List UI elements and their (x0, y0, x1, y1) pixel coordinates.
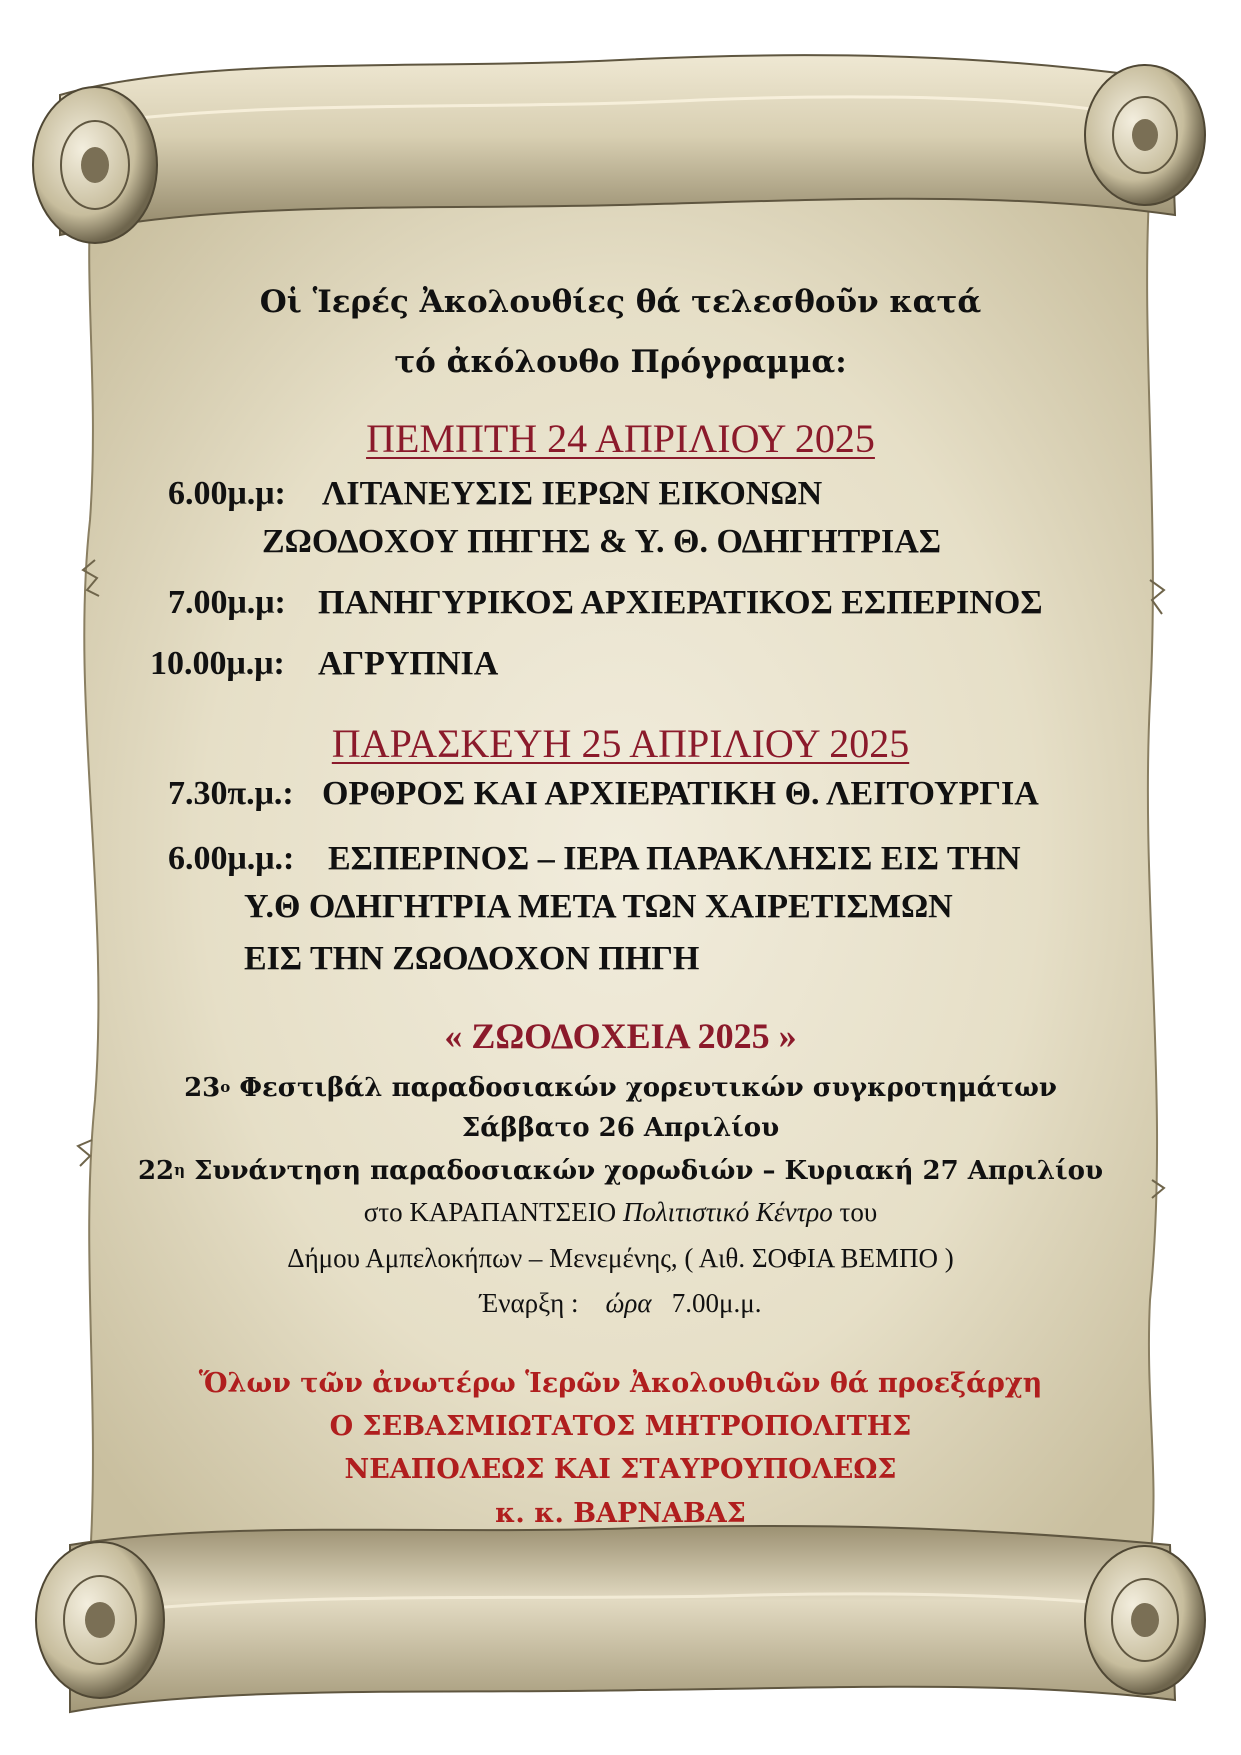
event-description: ΕΣΠΕΡΙΝΟΣ – ΙΕΡΑ ΠΑΡΑΚΛΗΣΙΣ ΕΙΣ ΤΗΝ (328, 840, 1021, 877)
day-heading-friday: ΠΑΡΑΣΚΕΥΗ 25 ΑΠΡΙΛΙΟΥ 2025 (331, 721, 910, 766)
festival-line-3 (0, 1156, 1241, 1186)
choir-meeting-text: Συνάντηση παραδοσιακών χορωδιών – Κυριακή 27 Απριλίου (185, 1156, 1104, 1186)
event-time: 10.00μ.μ: (150, 645, 285, 682)
event-description: Υ.Θ ΟΔΗΓΗΤΡΙΑ ΜΕΤΑ ΤΩΝ ΧΑΙΡΕΤΙΣΜΩΝ (244, 888, 953, 925)
venue-line-1 (0, 1197, 1241, 1228)
day-heading-thursday: ΠΕΜΠΤΗ 24 ΑΠΡΙΛΙΟΥ 2025 (366, 416, 875, 461)
start-hour-label: ώρα (605, 1288, 652, 1318)
event-description: ΠΑΝΗΓΥΡΙΚΟΣ ΑΡΧΙΕΡΑΤΙΚΟΣ ΕΣΠΕΡΙΝΟΣ (318, 584, 1043, 621)
event-description: ΟΡΘΡΟΣ ΚΑΙ ΑΡΧΙΕΡΑΤΙΚΗ Θ. ΛΕΙΤΟΥΡΓΙΑ (322, 775, 1039, 812)
venue-line-2: Δήμου Αμπελοκήπων – Μενεμένης, ( Αιθ. ΣΟΦΙΑ ΒΕΜΠΟ ) (287, 1243, 954, 1273)
event-time: 6.00μ.μ.: (168, 840, 295, 877)
festival-heading: « ΖΩΟΔΟΧΕΙΑ 2025 » (444, 1016, 797, 1056)
start-label: Έναρξη : (479, 1288, 579, 1318)
event-description: ΕΙΣ ΤΗΝ ΖΩΟΔΟΧΟΝ ΠΗΓΗ (244, 940, 700, 977)
ordinal-suffix: ο (220, 1078, 231, 1096)
venue-of: του (832, 1197, 878, 1227)
festival-saturday-date: Σάββατο 26 Απριλίου (461, 1113, 780, 1143)
event-time: 6.00μ.μ: (168, 475, 286, 512)
closing-line-3: ΝΕΑΠΟΛΕΩΣ ΚΑΙ ΣΤΑΥΡΟΥΠΟΛΕΩΣ (344, 1454, 897, 1485)
festival-dance-text: Φεστιβάλ παραδοσιακών χορευτικών συγκροτημάτων (230, 1073, 1057, 1103)
venue-type: Πολιτιστικό Κέντρο (622, 1197, 833, 1227)
start-time-line (0, 1288, 1241, 1319)
closing-line-1: Ὅλων τῶν ἀνωτέρω Ἱερῶν Ἀκολουθιῶν θά προεξάρχη (198, 1368, 1043, 1399)
intro-line-1: Οἱ Ἱερές Ἀκολουθίες θά τελεσθοῦν κατά (259, 284, 982, 320)
event-description: ΖΩΟΔΟΧΟΥ ΠΗΓΗΣ & Υ. Θ. ΟΔΗΓΗΤΡΙΑΣ (262, 523, 942, 560)
event-description: ΑΓΡΥΠΝΙΑ (318, 645, 499, 682)
closing-line-4: κ. κ. ΒΑΡΝΑΒΑΣ (495, 1498, 746, 1529)
festival-edition-number: 23 (184, 1073, 221, 1103)
intro-line-2: τό ἀκόλουθο Πρόγραμμα: (394, 344, 847, 380)
choir-edition-number: 22 (137, 1156, 175, 1186)
venue-name: στο ΚΑΡΑΠΑΝΤΣΕΙΟ (363, 1197, 623, 1227)
festival-line-1 (0, 1073, 1241, 1103)
event-time: 7.00μ.μ: (168, 584, 286, 621)
closing-line-2: Ο ΣΕΒΑΣΜΙΩΤΑΤΟΣ ΜΗΤΡΟΠΟΛΙΤΗΣ (329, 1411, 912, 1442)
start-time: 7.00μ.μ. (671, 1288, 762, 1318)
event-time: 7.30π.μ.: (168, 775, 294, 812)
ordinal-suffix: η (174, 1161, 186, 1179)
event-description: ΛΙΤΑΝΕΥΣΙΣ ΙΕΡΩΝ ΕΙΚΟΝΩΝ (322, 475, 823, 512)
